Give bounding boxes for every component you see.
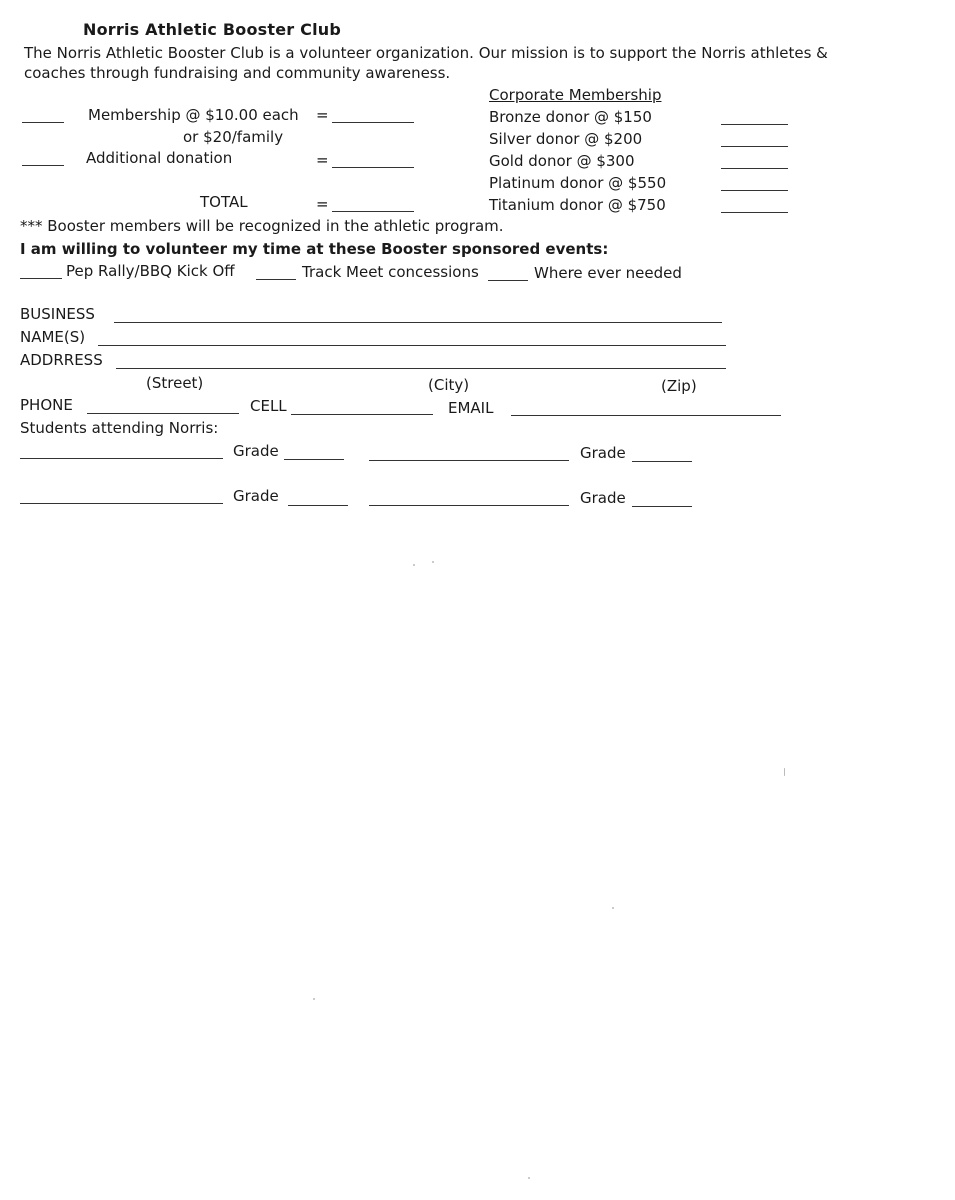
cell-field[interactable] bbox=[291, 414, 433, 415]
scan-speck bbox=[313, 998, 315, 1000]
mission-text-line-2: coaches through fundraising and community awareness. bbox=[24, 64, 451, 82]
scan-speck bbox=[432, 561, 434, 563]
donation-amount-field[interactable] bbox=[332, 167, 414, 168]
student-name-field[interactable] bbox=[369, 505, 569, 506]
grade-field[interactable] bbox=[632, 506, 692, 507]
recognition-note: *** Booster members will be recognized in the athletic program. bbox=[20, 217, 504, 235]
address-field[interactable] bbox=[116, 368, 726, 369]
form-title: Norris Athletic Booster Club bbox=[83, 20, 342, 39]
family-label: or $20/family bbox=[183, 128, 284, 146]
street-label: (Street) bbox=[146, 374, 204, 392]
tier-gold: Gold donor @ $300 bbox=[489, 152, 635, 170]
email-field[interactable] bbox=[511, 415, 781, 416]
donation-label: Additional donation bbox=[86, 149, 233, 167]
tier-platinum: Platinum donor @ $550 bbox=[489, 174, 667, 192]
track-meet-field[interactable] bbox=[256, 279, 296, 280]
wherever-label: Where ever needed bbox=[534, 264, 682, 282]
silver-field[interactable] bbox=[721, 146, 788, 147]
pep-rally-label: Pep Rally/BBQ Kick Off bbox=[66, 262, 235, 280]
titanium-field[interactable] bbox=[721, 212, 788, 213]
total-amount-field[interactable] bbox=[332, 211, 414, 212]
membership-label: Membership @ $10.00 each bbox=[88, 106, 299, 124]
email-label: EMAIL bbox=[448, 399, 494, 417]
business-field[interactable] bbox=[114, 322, 722, 323]
scan-speck bbox=[784, 768, 785, 776]
scan-speck bbox=[612, 907, 614, 909]
student-name-field[interactable] bbox=[369, 460, 569, 461]
membership-qty-field[interactable] bbox=[22, 122, 64, 123]
business-label: BUSINESS bbox=[20, 305, 95, 323]
donation-qty-field[interactable] bbox=[22, 165, 64, 166]
grade-label: Grade bbox=[580, 444, 626, 462]
total-label: TOTAL bbox=[200, 193, 248, 211]
equals-sign: = bbox=[316, 151, 329, 169]
track-meet-label: Track Meet concessions bbox=[302, 263, 479, 281]
mission-text-line-1: The Norris Athletic Booster Club is a volunteer organization. Our mission is to support the Norris athletes & bbox=[24, 44, 828, 62]
phone-field[interactable] bbox=[87, 413, 239, 414]
membership-amount-field[interactable] bbox=[332, 122, 414, 123]
zip-label: (Zip) bbox=[661, 377, 697, 395]
students-label: Students attending Norris: bbox=[20, 419, 219, 437]
cell-label: CELL bbox=[250, 397, 287, 415]
bronze-field[interactable] bbox=[721, 124, 788, 125]
tier-titanium: Titanium donor @ $750 bbox=[489, 196, 666, 214]
wherever-field[interactable] bbox=[488, 280, 528, 281]
student-name-field[interactable] bbox=[20, 503, 223, 504]
grade-label: Grade bbox=[233, 487, 279, 505]
tier-bronze: Bronze donor @ $150 bbox=[489, 108, 652, 126]
names-field[interactable] bbox=[98, 345, 726, 346]
scan-speck bbox=[413, 564, 415, 566]
corporate-heading: Corporate Membership bbox=[489, 86, 662, 104]
pep-rally-field[interactable] bbox=[20, 278, 62, 279]
gold-field[interactable] bbox=[721, 168, 788, 169]
platinum-field[interactable] bbox=[721, 190, 788, 191]
tier-silver: Silver donor @ $200 bbox=[489, 130, 643, 148]
equals-sign: = bbox=[316, 195, 329, 213]
scan-speck bbox=[528, 1177, 530, 1179]
address-label: ADDRRESS bbox=[20, 351, 103, 369]
grade-field[interactable] bbox=[288, 505, 348, 506]
grade-label: Grade bbox=[233, 442, 279, 460]
phone-label: PHONE bbox=[20, 396, 73, 414]
names-label: NAME(S) bbox=[20, 328, 86, 346]
grade-field[interactable] bbox=[284, 459, 344, 460]
city-label: (City) bbox=[428, 376, 470, 394]
grade-label: Grade bbox=[580, 489, 626, 507]
equals-sign: = bbox=[316, 106, 329, 124]
volunteer-prompt: I am willing to volunteer my time at these Booster sponsored events: bbox=[20, 240, 609, 258]
grade-field[interactable] bbox=[632, 461, 692, 462]
student-name-field[interactable] bbox=[20, 458, 223, 459]
